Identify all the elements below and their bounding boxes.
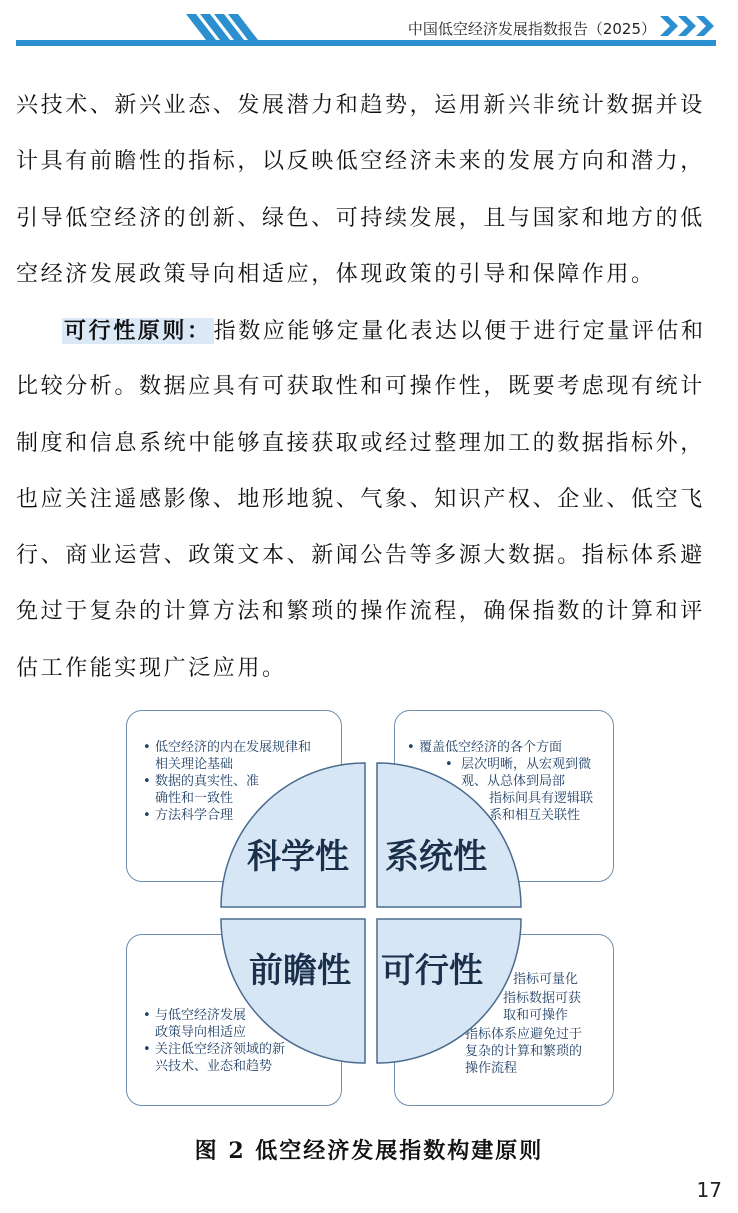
header-rule <box>16 40 716 46</box>
text-line: 计具有前瞻性的指标，以反映低空经济未来的发展方向和潜力， <box>16 149 705 175</box>
list-item: • 指标间具有逻辑联 系和相互关联性 <box>405 790 607 824</box>
body-paragraph-1 <box>16 78 720 303</box>
page-header <box>0 0 738 62</box>
list-item: • 指标可量化 <box>499 971 607 988</box>
feasibility-principle-label: 可行性原则： <box>64 318 212 344</box>
quadrant-label-scientific: 科学性 <box>247 837 349 877</box>
text-fragment: 指数应能够定量化表达以便于进行定量评估和 <box>213 319 706 344</box>
list-item: • 指标数据可获 取和可操作 <box>489 990 607 1024</box>
text-line: 比较分析。数据应具有可获取性和可操作性，既要考虑现有统计 <box>16 374 705 400</box>
list-item: • 低空经济的内在发展规律和 相关理论基础 <box>141 739 333 773</box>
quadrant-label-forward-looking: 前瞻性 <box>249 951 351 991</box>
list-item: • 与低空经济发展 政策导向相适应 <box>141 1007 333 1041</box>
principles-diagram <box>122 706 618 1108</box>
quadrant-forward-looking <box>221 919 365 1063</box>
text-line: 也应关注遥感影像、地形地貌、气象、知识产权、企业、低空飞 <box>16 486 705 512</box>
quadrant-feasible <box>377 919 521 1063</box>
text-line: 制度和信息系统中能够直接获取或经过整理加工的数据指标外， <box>16 430 705 456</box>
list-item: • 层次明晰，从宏观到微 观、从总体到局部 <box>405 756 607 790</box>
list-item: • 指标体系应避免过于 复杂的计算和繁琐的 操作流程 <box>451 1026 607 1077</box>
list-item: • 方法科学合理 <box>141 807 333 824</box>
list-item: • 覆盖低空经济的各个方面 <box>405 739 607 756</box>
principles-circle <box>218 760 524 1066</box>
quadrant-label-feasible: 可行性 <box>381 951 483 991</box>
quadrant-scientific <box>221 763 365 907</box>
text-line <box>16 303 720 359</box>
quadrant-systematic <box>377 763 521 907</box>
page-number: 17 <box>696 1178 722 1202</box>
text-line: 行、商业运营、政策文本、新闻公告等多源大数据。指标体系避 <box>16 543 705 569</box>
quadrant-label-systematic: 系统性 <box>385 837 487 877</box>
header-title: 中国低空经济发展指数报告（2025） <box>407 20 656 38</box>
text-line: 免过于复杂的计算方法和繁琐的操作流程，确保指数的计算和评 <box>16 599 705 625</box>
text-line: 空经济发展政策导向相适应，体现政策的引导和保障作用。 <box>16 261 656 287</box>
text-line: 兴技术、新兴业态、发展潜力和趋势，运用新兴非统计数据并设 <box>16 93 705 118</box>
list-item: • 关注低空经济领域的新 兴技术、业态和趋势 <box>141 1041 333 1075</box>
list-item: • 数据的真实性、准 确性和一致性 <box>141 773 333 807</box>
text-line: 估工作能实现广泛应用。 <box>16 655 287 681</box>
body-paragraph-2 <box>16 303 720 697</box>
chevron-right-icon <box>660 14 716 38</box>
figure-caption: 图 2 低空经济发展指数构建原则 <box>194 1138 544 1164</box>
text-line: 引导低空经济的创新、绿色、可持续发展，且与国家和地方的低 <box>16 205 705 231</box>
